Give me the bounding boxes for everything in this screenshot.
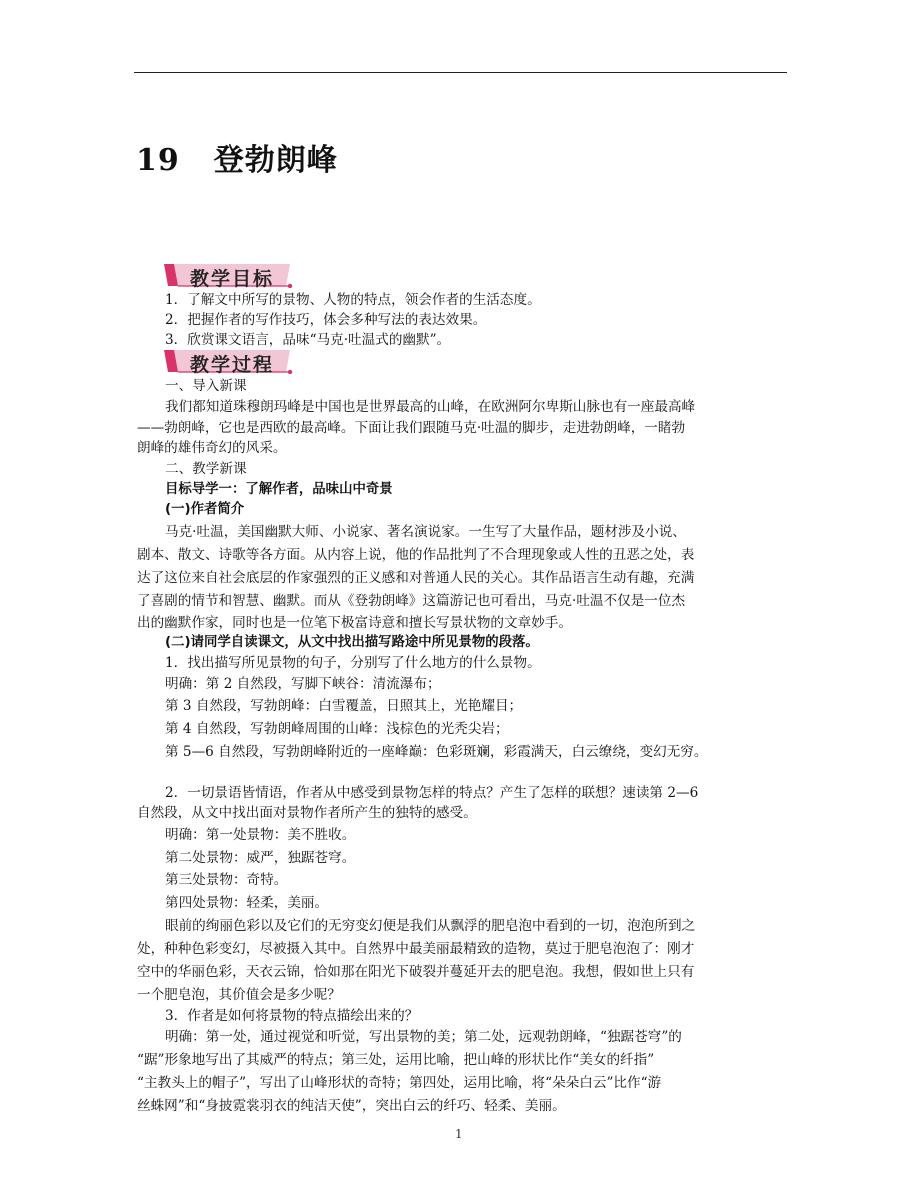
answer-line: 第四处景物：轻柔，美丽。 [165,895,329,911]
section-banner-process [164,348,294,374]
banner-label: 教学目标 [190,268,275,290]
paragraph-line: 朗峰的雄伟奇幻的风采。 [137,440,287,456]
header-rule [134,72,787,73]
section-heading: 二、教学新课 [165,461,247,477]
goal-heading: 目标导学一：了解作者，品味山中奇景 [165,482,393,497]
answer-line: 明确：第一处，通过视觉和听觉，写出景物的美；第二处，远观勃朗峰，“独踞苍穹”的 [165,1029,682,1045]
answer-line: 丝蛛网”和“身披霓裳羽衣的纯洁天使”，突出白云的纤巧、轻柔、美丽。 [137,1098,566,1114]
goal-item: 2．把握作者的写作技巧，体会多种写法的表达效果。 [165,312,487,328]
question-line: 3．作者是如何将景物的特点描绘出来的？ [165,1008,419,1024]
paragraph-line: 我们都知道珠穆朗玛峰是中国也是世界最高的山峰，在欧洲阿尔卑斯山脉也有一座最高峰 [165,399,696,415]
paragraph-line: 一个肥皂泡，其价值会是多少呢？ [137,987,341,1003]
goal-item: 1．了解文中所写的景物、人物的特点，领会作者的生活态度。 [165,292,541,308]
paragraph-line: 空中的华丽色彩，天衣云锦，恰如那在阳光下破裂并蔓延开去的肥皂泡。我想，假如世上只有 [137,964,695,980]
section-heading: 一、导入新课 [165,378,247,394]
section-banner-goals [164,262,294,288]
paragraph-line: 剧本、散文、诗歌等各方面。从内容上说，他的作品批判了不合理现象或人性的丑恶之处，表 [137,547,695,563]
paragraph-line: 处，种种色彩变幻，尽被摄入其中。自然界中最美丽最精致的造物，莫过于肥皂泡泡了：刚才 [137,941,695,957]
page-title [136,135,338,179]
answer-line: 第 3 自然段，写勃朗峰：白雪覆盖，日照其上，光艳耀目； [165,698,523,714]
page-number: 1 [455,1127,463,1141]
question-line: 1．找出描写所见景物的句子，分别写了什么地方的什么景物。 [165,655,541,671]
answer-line: 第三处景物：奇特。 [165,872,288,888]
answer-line: 明确：第一处景物：美不胜收。 [165,827,356,843]
question-line: 自然段，从文中找出面对景物作者所产生的独特的感受。 [137,805,477,821]
lesson-number: 19 [136,143,180,178]
question-line: 2．一切景语皆情语，作者从中感受到景物怎样的特点？产生了怎样的联想？速读第 2—6 [165,785,699,801]
answer-line: 第 4 自然段，写勃朗峰周围的山峰：浅棕色的光秃尖岩； [165,721,509,737]
answer-line: 第 5—6 自然段，写勃朗峰附近的一座峰巅：色彩斑斓，彩霞满天，白云缭绕，变幻无穷。 [165,744,708,760]
answer-line: 第二处景物：威严，独踞苍穹。 [165,850,356,866]
paragraph-line: 了喜剧的情节和智慧、幽默。而从《登勃朗峰》这篇游记也可看出，马克·吐温不仅是一位杰 [137,593,686,609]
answer-line: “踞”形象地写出了其威严的特点；第三处，运用比喻，把山峰的形状比作“美女的纤指” [137,1052,655,1068]
sub-heading: (二)请同学自读课文，从文中找出描写路途中所见景物的段落。 [165,635,539,650]
paragraph-line: 达了这位来自社会底层的作家强烈的正义感和对普通人民的关心。其作品语言生动有趣，充满 [137,570,695,586]
paragraph-line: 眼前的绚丽色彩以及它们的无穷变幻便是我们从飘浮的肥皂泡中看到的一切，泡泡所到之 [165,918,696,934]
paragraph-line: ——勃朗峰，它也是西欧的最高峰。下面让我们跟随马克·吐温的脚步，走进勃朗峰，一睹勃 [137,420,686,436]
answer-line: 明确：第 2 自然段，写脚下峡谷：清流瀑布； [165,676,441,692]
banner-label: 教学过程 [190,354,275,376]
lesson-title: 登勃朗峰 [213,143,338,178]
answer-line: “主教头上的帽子”，写出了山峰形状的奇特；第四处，运用比喻，将“朵朵白云”比作“游 [137,1075,662,1091]
paragraph-line: 马克·吐温，美国幽默大师、小说家、著名演说家。一生写了大量作品，题材涉及小说、 [165,524,686,540]
sub-heading: (一)作者简介 [165,502,245,517]
paragraph-line: 出的幽默作家，同时也是一位笔下极富诗意和擅长写景状物的文章妙手。 [137,615,572,631]
goal-item: 3．欣赏课文语言，品味“马克·吐温式的幽默”。 [165,332,451,348]
